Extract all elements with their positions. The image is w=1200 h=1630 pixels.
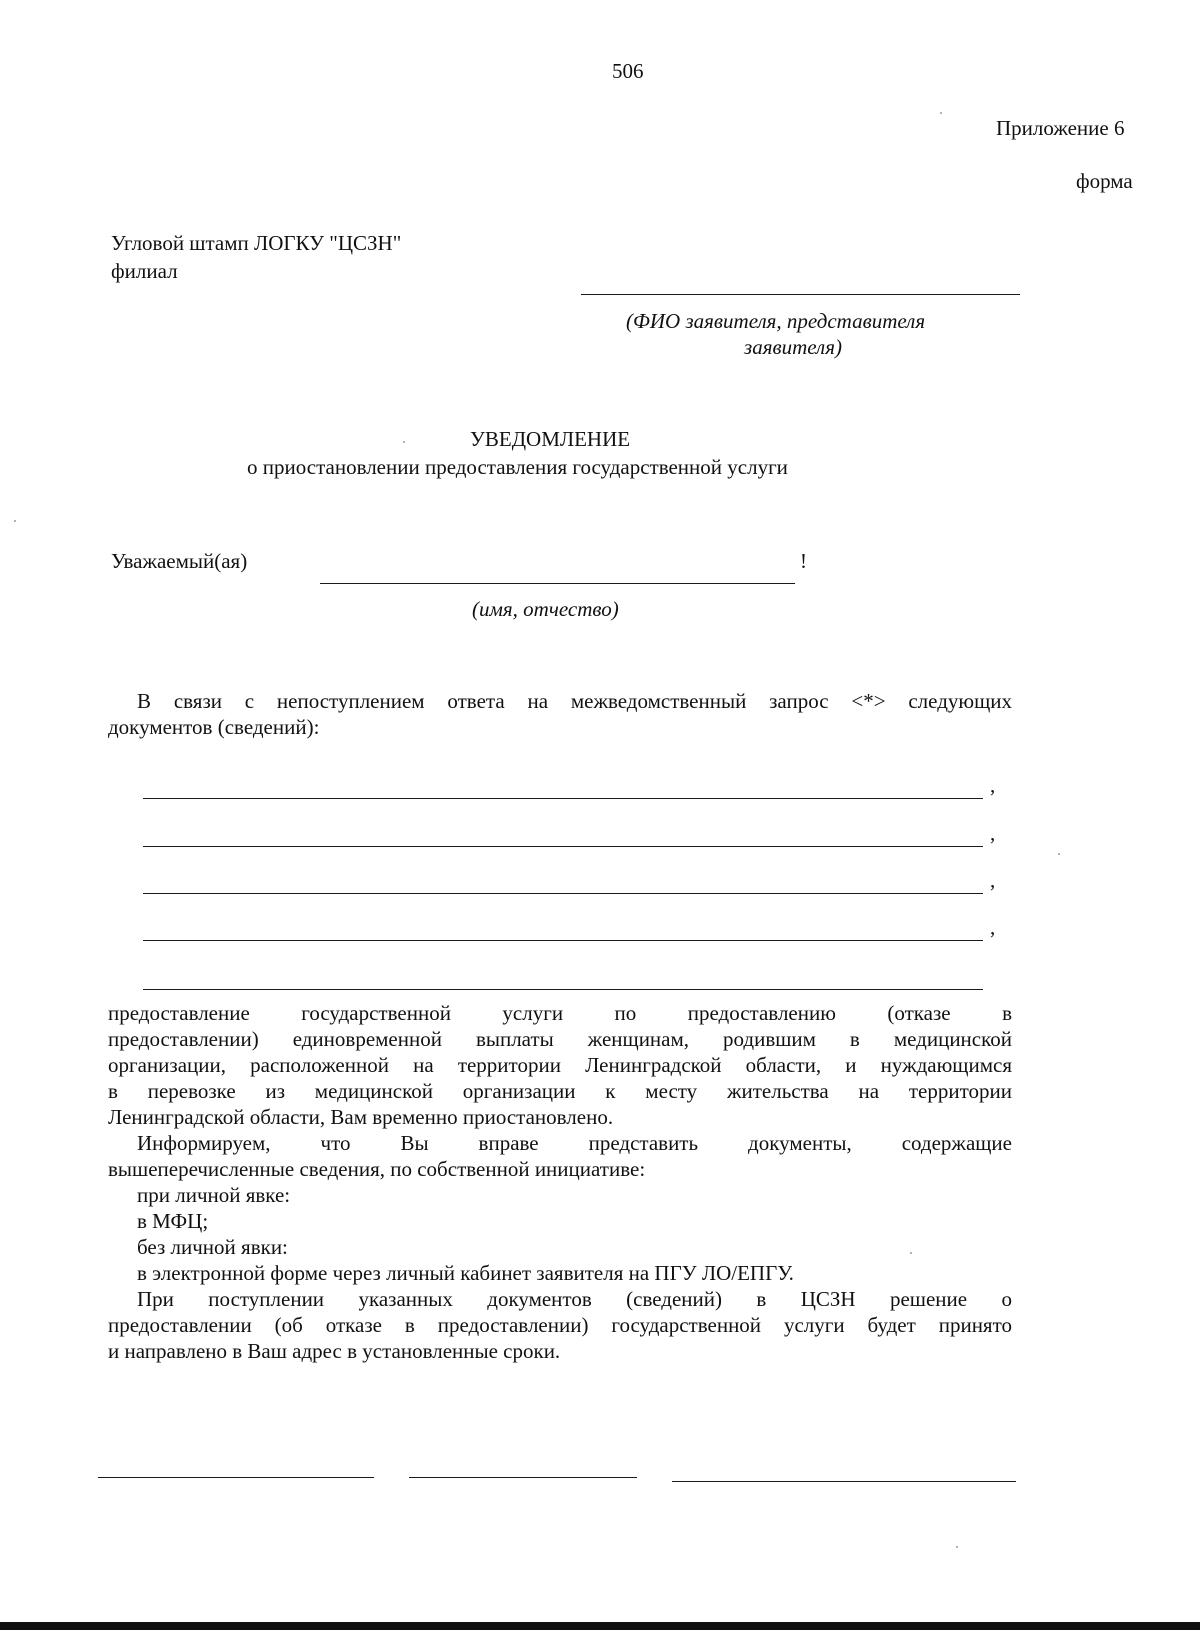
greeting-name-line[interactable] bbox=[320, 583, 795, 584]
body-p1-line1: предоставление государственной услуги по предоставлению (отказе в bbox=[108, 1001, 1012, 1025]
signature-name-line[interactable] bbox=[672, 1481, 1016, 1482]
intro-line2: документов (сведений): bbox=[108, 715, 320, 739]
document-line-1-comma: , bbox=[990, 773, 996, 797]
signature-position-line[interactable] bbox=[98, 1477, 374, 1478]
document-line-5[interactable] bbox=[143, 989, 983, 990]
scan-speck bbox=[956, 1546, 958, 1548]
recipient-caption-line1: (ФИО заявителя, представителя bbox=[626, 309, 926, 333]
greeting-exclamation: ! bbox=[800, 549, 807, 573]
body-p2-line1: Информируем, что Вы вправе представить документы, содержащие bbox=[137, 1131, 1012, 1155]
intro-line1: В связи с непоступлением ответа на межведомственный запрос <*> следующих bbox=[137, 689, 1012, 713]
body-p1-line3: организации, расположенной на территории Ленинградской области, и нуждающимся bbox=[108, 1053, 1012, 1077]
corner-stamp-line1: Угловой штамп ЛОГКУ "ЦСЗН" bbox=[111, 231, 402, 255]
document-line-2[interactable] bbox=[143, 846, 983, 847]
scan-speck bbox=[403, 441, 405, 443]
notice-title: УВЕДОМЛЕНИЕ bbox=[470, 427, 631, 451]
appendix-label: Приложение 6 bbox=[996, 116, 1125, 140]
body-p1-line5: Ленинградской области, Вам временно приостановлено. bbox=[108, 1105, 614, 1129]
document-line-2-comma: , bbox=[990, 821, 996, 845]
recipient-caption-line2: заявителя) bbox=[744, 335, 842, 359]
document-line-3[interactable] bbox=[143, 893, 983, 894]
scan-speck bbox=[1058, 853, 1060, 855]
recipient-name-line[interactable] bbox=[581, 294, 1020, 295]
notice-subtitle: о приостановлении предоставления государственной услуги bbox=[247, 455, 788, 479]
body-item-mfc: в МФЦ; bbox=[137, 1209, 209, 1233]
scan-speck bbox=[910, 1252, 912, 1254]
body-item-personal: при личной явке: bbox=[137, 1183, 291, 1207]
scan-speck bbox=[940, 112, 942, 114]
signature-sign-line[interactable] bbox=[409, 1477, 637, 1478]
body-p1-line2: предоставлении) единовременной выплаты женщинам, родившим в медицинской bbox=[108, 1027, 1012, 1051]
body-item-electronic: в электронной форме через личный кабинет заявителя на ПГУ ЛО/ЕПГУ. bbox=[137, 1261, 794, 1285]
document-line-4[interactable] bbox=[143, 940, 983, 941]
greeting-caption: (имя, отчество) bbox=[472, 597, 619, 621]
body-p3-line3: и направлено в Ваш адрес в установленные сроки. bbox=[108, 1339, 561, 1363]
body-item-remote: без личной явки: bbox=[137, 1235, 288, 1259]
corner-stamp-line2: филиал bbox=[111, 259, 178, 283]
document-line-1[interactable] bbox=[143, 798, 983, 799]
page-number: 506 bbox=[612, 59, 644, 83]
scan-speck bbox=[14, 520, 16, 522]
body-p3-line1: При поступлении указанных документов (сведений) в ЦСЗН решение о bbox=[137, 1287, 1012, 1311]
greeting-label: Уважаемый(ая) bbox=[111, 549, 248, 573]
body-p1-line4: в перевозке из медицинской организации к месту жительства на территории bbox=[108, 1079, 1012, 1103]
scan-bottom-edge bbox=[0, 1622, 1200, 1630]
document-line-3-comma: , bbox=[990, 868, 996, 892]
document-line-4-comma: , bbox=[990, 915, 996, 939]
body-p3-line2: предоставлении (об отказе в предоставлении) государственной услуги будет принято bbox=[108, 1313, 1012, 1337]
form-label: форма bbox=[1076, 169, 1133, 193]
body-p2-line2: вышеперечисленные сведения, по собственной инициативе: bbox=[108, 1157, 646, 1181]
